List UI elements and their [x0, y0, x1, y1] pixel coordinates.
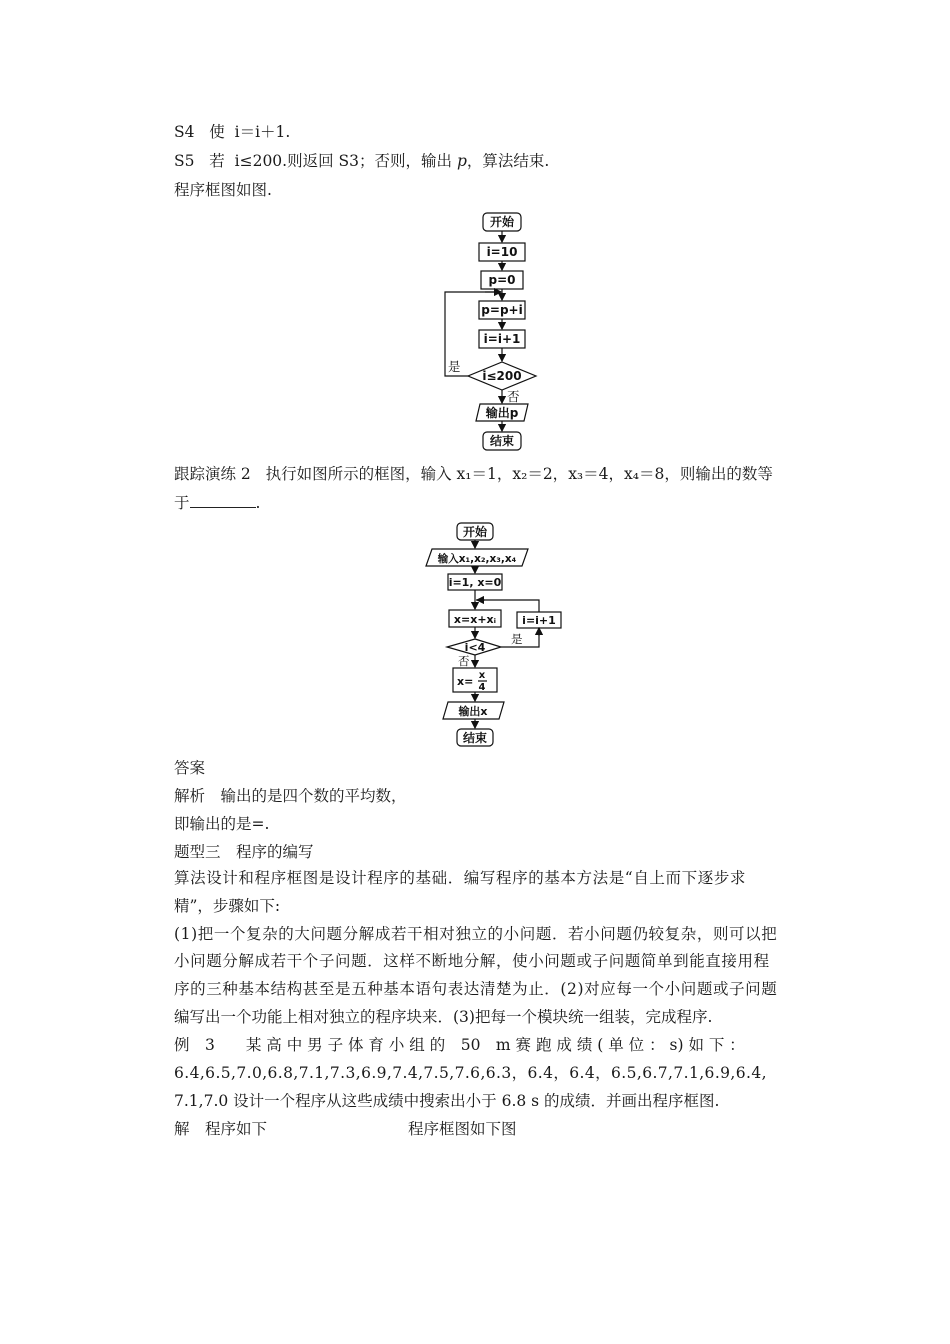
acc-label: p=p+i [481, 303, 523, 317]
start-label: 开始 [489, 215, 515, 229]
input-label: 输入x₁,x₂,x₃,x₄ [437, 553, 517, 565]
section-title: 题型三 程序的编写 [174, 843, 314, 861]
no-label-2: 否 [458, 654, 470, 668]
calc-den: 4 [478, 682, 486, 693]
inc-label: i=i+1 [483, 332, 521, 346]
answer-label: 答案 [174, 759, 206, 777]
example-line-1: 例 3 某 高 中 男 子 体 育 小 组 的 50 m 赛 跑 成 绩 ( 单 位 ： s) 如 下 ： [174, 1036, 745, 1054]
flowchart-2 [420, 518, 570, 753]
start-label-2: 开始 [462, 525, 488, 539]
section-p2: 精”，步骤如下: [174, 897, 281, 915]
exercise-line-1: 跟踪演练 2 执行如图所示的框图，输入 x₁＝1，x₂＝2，x₃＝4，x₄＝8，则输出的数等 [174, 465, 773, 483]
output-label: 输出p [485, 406, 519, 420]
solution-flowchart: 程序框图如下图 [408, 1120, 517, 1138]
inc-label-2: i=i+1 [522, 614, 556, 627]
init-p-label: p=0 [488, 273, 516, 287]
yes-label-2: 是 [511, 632, 523, 646]
answer-blank [190, 493, 256, 508]
no-label: 否 [507, 389, 520, 404]
step-s5: S5 若 i≤200.则返回 S3；否则，输出 p，算法结束. [174, 152, 550, 170]
section-p6: 编写出一个功能上相对独立的程序块来．(3)把每一个模块统一组装，完成程序. [174, 1008, 713, 1026]
acc-label-2: x=x+xᵢ [453, 613, 497, 626]
solution-program: 解 程序如下 [174, 1120, 268, 1138]
exercise-line-2: 于 . [174, 494, 261, 512]
flowchart-1 [430, 205, 560, 455]
yes-label: 是 [448, 359, 461, 374]
end-label-2: 结束 [462, 731, 488, 745]
section-p1: 算法设计和程序框图是设计程序的基础．编写程序的基本方法是“自上而下逐步求 [174, 869, 747, 887]
cond-label-2: i<4 [464, 641, 486, 654]
step-s4: S4 使 i＝i＋1. [174, 123, 291, 141]
answer-analysis: 解析 输出的是四个数的平均数， [174, 787, 407, 805]
flowchart-intro: 程序框图如图. [174, 181, 272, 199]
init-label-2: i=1, x=0 [448, 576, 502, 589]
example-line-2: 6.4,6.5,7.0,6.8,7.1,7.3,6.9,7.4,7.5,7.6,6.3，6.4，6.4，6.5,6.7,7.1,6.9,6.4, [174, 1064, 767, 1082]
calc-num: x [478, 670, 486, 681]
cond-label: i≤200 [482, 369, 522, 383]
section-p4: 小问题分解成若干个子问题．这样不断地分解，使小问题或子问题简单到能直接用程 [174, 952, 770, 970]
section-p3: (1)把一个复杂的大问题分解成若干相对独立的小问题．若小问题仍较复杂，则可以把 [174, 925, 778, 943]
example-line-3: 7.1,7.0 设计一个程序从这些成绩中搜索出小于 6.8 s 的成绩．并画出程序框图. [174, 1092, 720, 1110]
calc-lhs: x= [457, 675, 474, 688]
end-label: 结束 [489, 434, 515, 448]
output-label-2: 输出x [458, 705, 488, 718]
section-p5: 序的三种基本结构甚至是五种基本语句表达清楚为止．(2)对应每一个小问题或子问题 [174, 980, 778, 998]
init-i-label: i=10 [486, 245, 518, 259]
answer-result: 即输出的是=. [174, 815, 270, 833]
